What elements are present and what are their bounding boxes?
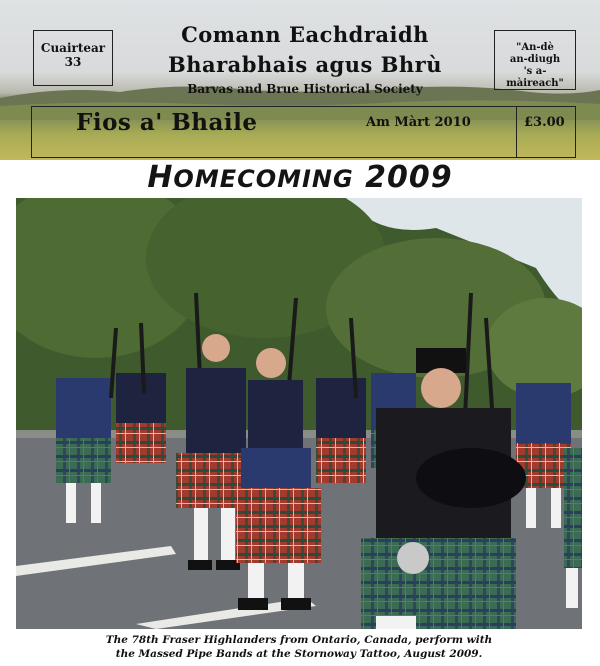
headline <box>0 160 600 195</box>
price-divider <box>516 107 517 157</box>
caption-line: the Massed Pipe Bands at the Stornoway Tattoo, August 2009. <box>115 648 483 660</box>
newsletter-banner <box>31 106 576 158</box>
society-name-english: Barvas and Brue Historical Society <box>187 82 423 96</box>
issue-number: 33 <box>64 55 82 69</box>
society-name-gaelic-line1: Comann Eachdraidh <box>181 22 429 47</box>
headline-text: HOMECOMING 2009 <box>147 160 453 195</box>
society-name-gaelic-line2: Bharabhais agus Bhrù <box>167 52 442 77</box>
issue-label: Cuairtear <box>40 41 106 55</box>
pipe-band-illustration <box>16 198 582 629</box>
issue-number-box <box>33 30 113 86</box>
masthead <box>0 0 600 160</box>
motto-line: 's a-màireach" <box>506 66 564 89</box>
pipe-band-photo <box>16 198 582 629</box>
caption-line: The 78th Fraser Highlanders from Ontario, Canada, perform with <box>105 634 493 646</box>
photo-caption <box>16 633 582 661</box>
newsletter-name: Fios a' Bhaile <box>76 109 258 136</box>
motto-line: an-diugh <box>509 54 561 65</box>
motto-line: "An-dè <box>516 42 554 53</box>
issue-date: Am Màrt 2010 <box>366 115 471 130</box>
motto-box <box>494 30 576 90</box>
price: £3.00 <box>524 115 565 130</box>
